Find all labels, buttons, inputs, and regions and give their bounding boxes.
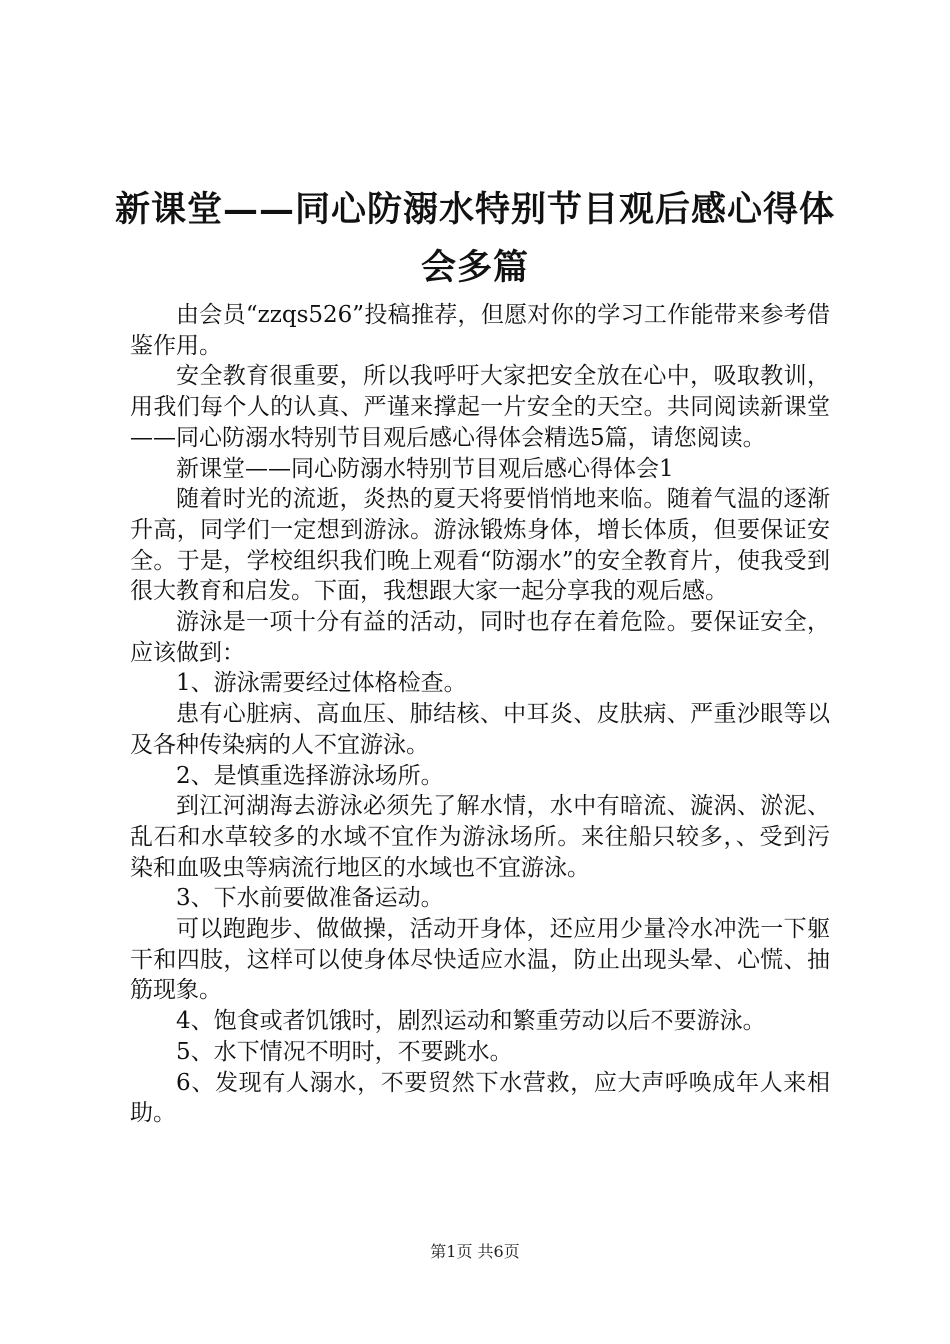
document-title-line1: 新课堂——同心防溺水特别节目观后感心得体 xyxy=(114,189,835,230)
body-paragraph: 游泳是一项十分有益的活动，同时也存在着危险。要保证安全，应该做到： xyxy=(130,609,830,666)
list-item: 1、游泳需要经过体格检查。 xyxy=(176,670,467,697)
list-item: 5、水下情况不明时，不要跳水。 xyxy=(176,1038,513,1065)
list-item: 4、饱食或者饥饿时，剧烈运动和繁重劳动以后不要游泳。 xyxy=(176,1008,766,1035)
page-number-footer: 第1页 共6页 xyxy=(430,1242,520,1261)
list-item: 2、是慎重选择游泳场所。 xyxy=(176,762,444,789)
body-paragraph: 安全教育很重要，所以我呼吁大家把安全放在心中，吸取教训，用我们每个人的认真、严谨来撑起一片安全的天空。共同阅读新课堂——同心防溺水特别节目观后感心得体会精选5篇，请您阅读。 xyxy=(130,363,830,451)
document-title-line2: 会多篇 xyxy=(420,247,529,288)
list-item: 6、发现有人溺水，不要贸然下水营救，应大声呼唤成年人来相助。 xyxy=(130,1069,830,1127)
intro-paragraph: 由会员“zzqs526”投稿推荐，但愿对你的学习工作能带来参考借鉴作用。 xyxy=(130,302,830,359)
body-paragraph: 患有心脏病、高血压、肺结核、中耳炎、皮肤病、严重沙眼等以及各种传染病的人不宜游泳。 xyxy=(130,701,830,758)
body-paragraph: 可以跑跑步、做做操，活动开身体，还应用少量冷水冲洗一下躯干和四肢，这样可以使身体尽快适应水温，防止出现头晕、心慌、抽筋现象。 xyxy=(130,916,830,1004)
section-heading: 新课堂——同心防溺水特别节目观后感心得体会1 xyxy=(176,455,674,482)
list-item: 3、下水前要做准备运动。 xyxy=(176,885,444,912)
document-body xyxy=(130,300,830,1129)
body-paragraph: 到江河湖海去游泳必须先了解水情，水中有暗流、漩涡、淤泥、乱石和水草较多的水域不宜作为游泳场所。来往船只较多，、受到污染和血吸虫等病流行地区的水域也不宜游泳。 xyxy=(130,793,830,881)
body-paragraph: 随着时光的流逝，炎热的夏天将要悄悄地来临。随着气温的逐渐升高，同学们一定想到游泳。游泳锻炼身体，增长体质，但要保证安全。于是，学校组织我们晚上观看“防溺水”的安全教育片，使我受到很大教育和启发。下面，我想跟大家一起分享我的观后感。 xyxy=(130,486,830,605)
